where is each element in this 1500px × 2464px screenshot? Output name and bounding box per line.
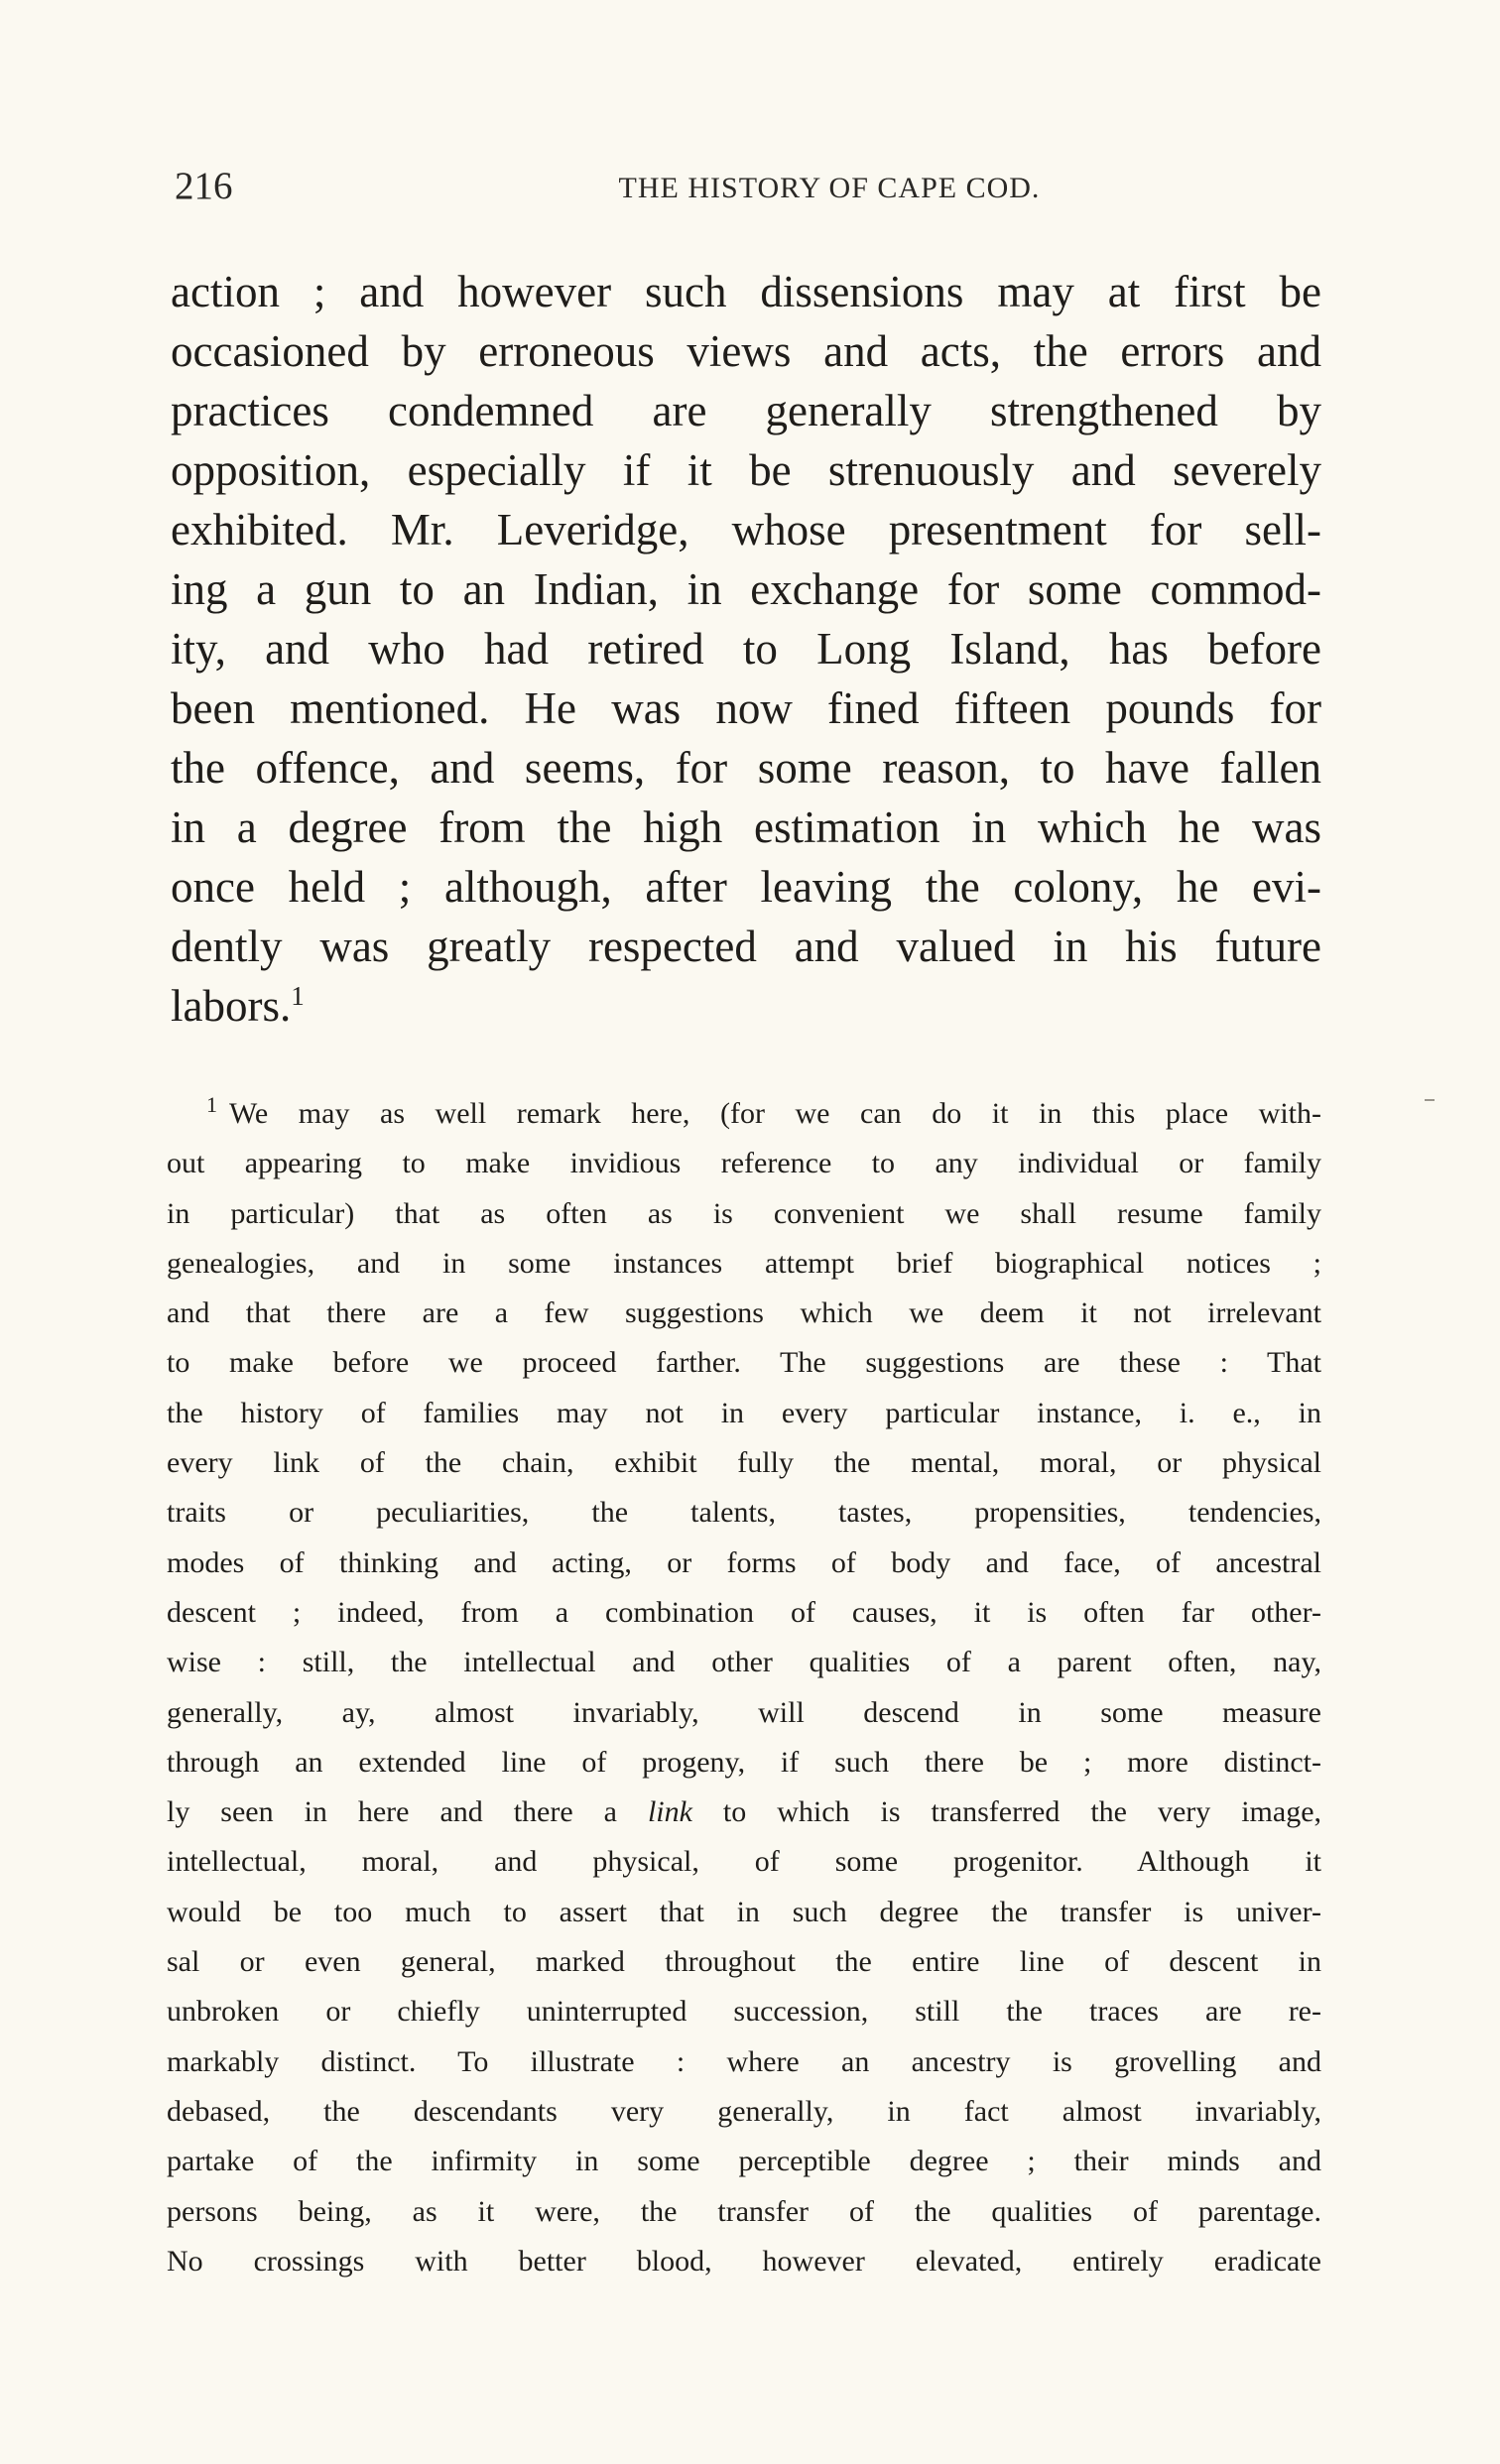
footnote [167, 1089, 1321, 2286]
margin-mark [1425, 1099, 1435, 1101]
footnote-line-text: ly seen in here and there a [167, 1795, 617, 1829]
footnote-line: wise : still, the intellectual and other qualities of a parent often, nay, [167, 1646, 1321, 1679]
footnote-line: markably distinct. To illustrate : where an ancestry is grovelling and [167, 2044, 1321, 2078]
footnote-marker: 1 [206, 1092, 217, 1117]
main-text-line: once held ; although, after leaving the colony, he evi- [171, 862, 1321, 912]
page-header [175, 159, 1325, 214]
footnote-line: genealogies, and in some instances attempt brief biographical notices ; [167, 1246, 1321, 1280]
footnote-line: No crossings with better blood, however elevated, entirely eradicate [167, 2244, 1321, 2278]
footnote-line: debased, the descendants very generally, in fact almost invariably, [167, 2094, 1321, 2128]
footnote-line: generally, ay, almost invariably, will descend in some measure [167, 1695, 1321, 1729]
main-text-line: dently was greatly respected and valued in his future [171, 922, 1321, 971]
main-text-last-line [171, 976, 1321, 1036]
footnote-line-text: We may as well remark here, (for we can do it in this place with- [229, 1097, 1321, 1130]
footnote-line: to make before we proceed farther. The suggestions are these : That [167, 1346, 1321, 1380]
footnote-line: persons being, as it were, the transfer of the qualities of parentage. [167, 2194, 1321, 2228]
main-text-line: action ; and however such dissensions may at first be [171, 267, 1321, 316]
footnote-line-tail: to which is transferred the very image, [722, 1795, 1322, 1829]
main-text-line: opposition, especially if it be strenuously and severely [171, 445, 1321, 495]
footnote-line: sal or even general, marked throughout the entire line of descent in [167, 1945, 1321, 1979]
footnote-line: every link of the chain, exhibit fully the mental, moral, or physical [167, 1446, 1321, 1480]
footnote-line: descent ; indeed, from a combination of causes, it is often far other- [167, 1595, 1321, 1629]
italic-word: link [647, 1795, 692, 1829]
footnote-line: intellectual, moral, and physical, of some progenitor. Although it [167, 1845, 1321, 1879]
main-text-line: occasioned by erroneous views and acts, the errors and [171, 326, 1321, 376]
main-text-line: the offence, and seems, for some reason, to have fallen [171, 743, 1321, 793]
footnote-first-line [167, 1089, 1321, 1139]
main-text-line: ing a gun to an Indian, in exchange for some commod- [171, 564, 1321, 614]
footnote-line: would be too much to assert that in such degree the transfer is univer- [167, 1895, 1321, 1928]
footnote-line: and that there are a few suggestions which we deem it not irrelevant [167, 1296, 1321, 1330]
footnote-line: partake of the infirmity in some perceptible degree ; their minds and [167, 2145, 1321, 2178]
main-text-line: ity, and who had retired to Long Island, has before [171, 624, 1321, 674]
footnote-line: through an extended line of progeny, if such there be ; more distinct- [167, 1745, 1321, 1779]
main-text-line: been mentioned. He was now fined fifteen pounds for [171, 683, 1321, 733]
main-text-line: in a degree from the high estimation in which he was [171, 802, 1321, 852]
main-text-line: practices condemned are generally strengthened by [171, 386, 1321, 435]
footnote-line: traits or peculiarities, the talents, tastes, propensities, tendencies, [167, 1496, 1321, 1530]
main-text-line: exhibited. Mr. Leveridge, whose presentment for sell- [171, 505, 1321, 554]
footnote-line: in particular) that as often as is convenient we shall resume family [167, 1196, 1321, 1230]
page-number: 216 [175, 165, 233, 207]
footnote-line: the history of families may not in every particular instance, i. e., in [167, 1396, 1321, 1429]
footnote-reference: 1 [291, 981, 305, 1011]
footnote-line: modes of thinking and acting, or forms of body and face, of ancestral [167, 1545, 1321, 1579]
running-head: THE HISTORY OF CAPE COD. [618, 172, 1041, 204]
footnote-line: unbroken or chiefly uninterrupted succession, still the traces are re- [167, 1995, 1321, 2029]
main-text-line-text: labors. [171, 981, 292, 1031]
footnote-line: out appearing to make invidious reference to any individual or family [167, 1147, 1321, 1180]
footnote-line-with-italic [167, 1787, 1321, 1837]
main-text [171, 262, 1321, 1036]
